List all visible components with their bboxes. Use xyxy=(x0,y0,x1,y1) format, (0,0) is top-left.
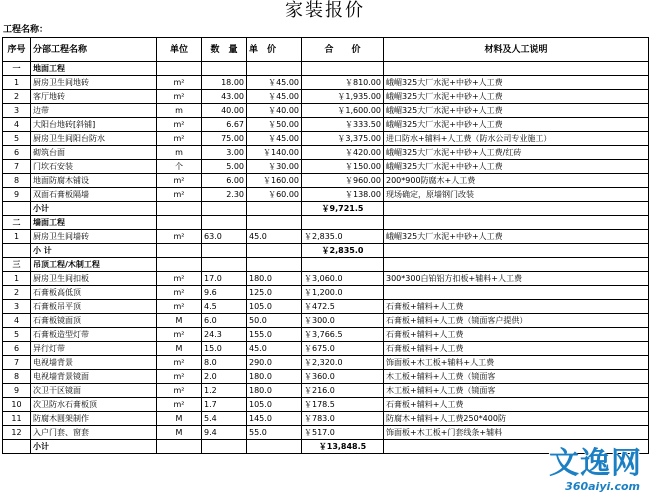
item-total: ￥2,320.0 xyxy=(302,356,384,370)
table-row xyxy=(3,356,649,370)
item-quantity: 5.00 xyxy=(202,160,247,174)
item-price: 45.0 xyxy=(247,230,302,244)
item-name: 石膏板吊平顶 xyxy=(31,300,157,314)
item-note: 石膏板+辅料+人工费 xyxy=(384,398,649,412)
subtotal-label: 小 计 xyxy=(31,244,157,258)
empty-cell xyxy=(3,202,31,216)
empty-cell xyxy=(157,244,202,258)
table-row xyxy=(3,188,649,202)
item-number: 6 xyxy=(3,146,31,160)
item-unit: m² xyxy=(157,272,202,286)
item-total: ￥3,766.5 xyxy=(302,328,384,342)
logo-url: 360aiyi.com xyxy=(565,480,640,493)
item-price: ￥40.00 xyxy=(247,104,302,118)
item-note: 石膏板+辅料+人工费 xyxy=(384,342,649,356)
table-row xyxy=(3,146,649,160)
empty-cell xyxy=(157,62,202,76)
project-name-label: 工程名称： xyxy=(3,25,49,35)
table-row xyxy=(3,230,649,244)
item-unit: M xyxy=(157,426,202,440)
item-unit: m² xyxy=(157,230,202,244)
table-row xyxy=(3,384,649,398)
item-number: 8 xyxy=(3,174,31,188)
item-price: 50.0 xyxy=(247,314,302,328)
item-note: 石膏板+辅料+人工费 xyxy=(384,300,649,314)
section-row xyxy=(3,216,649,230)
item-note: 现场确定，原墙钢门改装 xyxy=(384,188,649,202)
subtotal-label: 小计 xyxy=(31,202,157,216)
item-number: 3 xyxy=(3,300,31,314)
item-total: ￥472.5 xyxy=(302,300,384,314)
item-number: 1 xyxy=(3,230,31,244)
subtotal-row xyxy=(3,244,649,258)
table-row xyxy=(3,90,649,104)
table-row xyxy=(3,118,649,132)
header-row xyxy=(3,38,649,62)
empty-cell xyxy=(3,244,31,258)
table-row xyxy=(3,160,649,174)
item-price: ￥30.00 xyxy=(247,160,302,174)
empty-cell xyxy=(202,244,247,258)
item-name: 厨房卫生间阳台防水 xyxy=(31,132,157,146)
item-price: 180.0 xyxy=(247,384,302,398)
section-number: 一 xyxy=(3,62,31,76)
table-row xyxy=(3,314,649,328)
item-total: ￥1,935.00 xyxy=(302,90,384,104)
table-row xyxy=(3,104,649,118)
item-unit: m² xyxy=(157,286,202,300)
item-quantity: 3.00 xyxy=(202,146,247,160)
item-quantity: 2.0 xyxy=(202,370,247,384)
item-unit: m² xyxy=(157,90,202,104)
empty-cell xyxy=(157,258,202,272)
item-unit: M xyxy=(157,314,202,328)
logo-text: 文逸网 xyxy=(549,446,642,481)
empty-cell xyxy=(157,440,202,454)
item-total: ￥2,835.0 xyxy=(302,230,384,244)
item-note: 峨嵋325大厂水泥+中砂+人工费 xyxy=(384,118,649,132)
item-quantity: 18.00 xyxy=(202,76,247,90)
empty-cell xyxy=(384,62,649,76)
item-price: 105.0 xyxy=(247,300,302,314)
item-total: ￥960.00 xyxy=(302,174,384,188)
empty-cell xyxy=(202,258,247,272)
item-total: ￥810.00 xyxy=(302,76,384,90)
item-unit: m² xyxy=(157,76,202,90)
item-note: 石膏板+辅料+人工费（镜面客户提供） xyxy=(384,314,649,328)
item-price: 180.0 xyxy=(247,370,302,384)
item-name: 砌筑台面 xyxy=(31,146,157,160)
item-name: 厨房卫生间地砖 xyxy=(31,76,157,90)
item-total: ￥150.00 xyxy=(302,160,384,174)
item-unit: m xyxy=(157,104,202,118)
header-cell: 分部工程名称 xyxy=(31,38,157,62)
item-note: 峨嵋325大厂水泥+中砂+人工费/红砖 xyxy=(384,146,649,160)
item-quantity: 5.4 xyxy=(202,412,247,426)
empty-cell xyxy=(247,258,302,272)
item-number: 5 xyxy=(3,132,31,146)
empty-cell xyxy=(384,202,649,216)
item-price: ￥160.00 xyxy=(247,174,302,188)
item-note: 峨嵋325大厂水泥+中砂+人工费 xyxy=(384,230,649,244)
item-quantity: 1.2 xyxy=(202,384,247,398)
item-name: 石膏板造型灯带 xyxy=(31,328,157,342)
item-price: 55.0 xyxy=(247,426,302,440)
section-number: 二 xyxy=(3,216,31,230)
table-row xyxy=(3,174,649,188)
item-name: 大阳台地砖[斜铺] xyxy=(31,118,157,132)
item-total: ￥3,375.00 xyxy=(302,132,384,146)
item-total: ￥517.0 xyxy=(302,426,384,440)
header-cell: 单位 xyxy=(157,38,202,62)
item-name: 厨房卫生间墙砖 xyxy=(31,230,157,244)
item-quantity: 17.0 xyxy=(202,272,247,286)
empty-cell xyxy=(202,440,247,454)
subtotal-value: ￥13,848.5 xyxy=(302,440,384,454)
item-unit: m² xyxy=(157,370,202,384)
item-quantity: 1.7 xyxy=(202,398,247,412)
table-row xyxy=(3,76,649,90)
empty-cell xyxy=(384,244,649,258)
item-price: ￥50.00 xyxy=(247,118,302,132)
table-row xyxy=(3,426,649,440)
item-name: 电视墙背景 xyxy=(31,356,157,370)
item-number: 12 xyxy=(3,426,31,440)
item-unit: m² xyxy=(157,132,202,146)
item-note: 300*300白铂铝方扣板+辅料+人工费 xyxy=(384,272,649,286)
item-total: ￥216.0 xyxy=(302,384,384,398)
table-row xyxy=(3,342,649,356)
item-quantity: 43.00 xyxy=(202,90,247,104)
item-quantity: 75.00 xyxy=(202,132,247,146)
subtotal-value: ￥2,835.0 xyxy=(302,244,384,258)
item-price: ￥45.00 xyxy=(247,76,302,90)
item-total: ￥675.0 xyxy=(302,342,384,356)
table-row xyxy=(3,370,649,384)
header-cell: 数 量 xyxy=(202,38,247,62)
subtotal-row xyxy=(3,202,649,216)
item-unit: m² xyxy=(157,398,202,412)
item-price: 290.0 xyxy=(247,356,302,370)
item-total: ￥1,200.0 xyxy=(302,286,384,300)
item-name: 厨房卫生间扣板 xyxy=(31,272,157,286)
item-name: 石膏板镜面顶 xyxy=(31,314,157,328)
item-quantity: 6.00 xyxy=(202,174,247,188)
item-unit: m xyxy=(157,146,202,160)
item-note: 峨嵋325大厂水泥+中砂+人工费 xyxy=(384,90,649,104)
item-number: 11 xyxy=(3,412,31,426)
empty-cell xyxy=(302,258,384,272)
empty-cell xyxy=(302,62,384,76)
item-name: 双面石膏板隔墙 xyxy=(31,188,157,202)
table-row xyxy=(3,300,649,314)
item-quantity: 2.30 xyxy=(202,188,247,202)
item-quantity: 9.6 xyxy=(202,286,247,300)
empty-cell xyxy=(157,216,202,230)
empty-cell xyxy=(202,216,247,230)
item-number: 10 xyxy=(3,398,31,412)
item-number: 7 xyxy=(3,356,31,370)
item-quantity: 24.3 xyxy=(202,328,247,342)
item-total: ￥178.5 xyxy=(302,398,384,412)
item-note: 木工板+辅料+人工费（镜面客 xyxy=(384,370,649,384)
item-unit: m² xyxy=(157,356,202,370)
empty-cell xyxy=(247,202,302,216)
watermark-logo xyxy=(492,447,644,495)
empty-cell xyxy=(202,202,247,216)
section-row xyxy=(3,62,649,76)
empty-cell xyxy=(247,440,302,454)
item-name: 防腐木圆架制作 xyxy=(31,412,157,426)
header-cell: 合 价 xyxy=(302,38,384,62)
item-total: ￥783.0 xyxy=(302,412,384,426)
item-quantity: 9.4 xyxy=(202,426,247,440)
item-number: 9 xyxy=(3,384,31,398)
item-note xyxy=(384,286,649,300)
item-name: 石膏板高低顶 xyxy=(31,286,157,300)
item-name: 次卫干区镜面 xyxy=(31,384,157,398)
item-name: 边带 xyxy=(31,104,157,118)
empty-cell xyxy=(247,216,302,230)
subtotal-label: 小计 xyxy=(31,440,157,454)
subtotal-value: ￥9,721.5 xyxy=(302,202,384,216)
section-row xyxy=(3,258,649,272)
item-unit: M xyxy=(157,342,202,356)
item-name: 次卫防水石膏板顶 xyxy=(31,398,157,412)
table-row xyxy=(3,398,649,412)
item-name: 电视墙背景镜面 xyxy=(31,370,157,384)
empty-cell xyxy=(384,216,649,230)
item-quantity: 6.67 xyxy=(202,118,247,132)
item-note: 饰面板+木工板+门套线条+辅料 xyxy=(384,426,649,440)
item-quantity: 4.5 xyxy=(202,300,247,314)
item-price: ￥45.00 xyxy=(247,132,302,146)
table-row xyxy=(3,412,649,426)
quote-table xyxy=(2,37,649,454)
item-note: 石膏板+辅料+人工费 xyxy=(384,328,649,342)
item-note: 200*900防腐木+人工费 xyxy=(384,174,649,188)
empty-cell xyxy=(247,62,302,76)
item-price: ￥45.00 xyxy=(247,90,302,104)
item-number: 9 xyxy=(3,188,31,202)
item-total: ￥420.00 xyxy=(302,146,384,160)
item-name: 入户门套、窗套 xyxy=(31,426,157,440)
section-number: 三 xyxy=(3,258,31,272)
item-total: ￥138.00 xyxy=(302,188,384,202)
item-note: 峨嵋325大厂水泥+中砂+人工费 xyxy=(384,76,649,90)
item-price: 105.0 xyxy=(247,398,302,412)
item-quantity: 63.0 xyxy=(202,230,247,244)
item-name: 门坎石安装 xyxy=(31,160,157,174)
item-unit: m² xyxy=(157,384,202,398)
item-number: 3 xyxy=(3,104,31,118)
table-row xyxy=(3,272,649,286)
item-number: 4 xyxy=(3,314,31,328)
header-cell: 材料及人工说明 xyxy=(384,38,649,62)
section-name: 墙面工程 xyxy=(31,216,157,230)
item-note: 进口防水+辅料+人工费（防水公司专业施工） xyxy=(384,132,649,146)
item-price: 180.0 xyxy=(247,272,302,286)
item-note: 木工板+辅料+人工费（镜面客 xyxy=(384,384,649,398)
empty-cell xyxy=(157,202,202,216)
item-number: 2 xyxy=(3,286,31,300)
item-number: 4 xyxy=(3,118,31,132)
item-number: 5 xyxy=(3,328,31,342)
item-note: 饰面板+木工板+辅料+人工费 xyxy=(384,356,649,370)
section-name: 地面工程 xyxy=(31,62,157,76)
item-price: ￥140.00 xyxy=(247,146,302,160)
item-quantity: 15.0 xyxy=(202,342,247,356)
item-price: 155.0 xyxy=(247,328,302,342)
item-number: 8 xyxy=(3,370,31,384)
header-cell: 单 价 xyxy=(247,38,302,62)
table-row xyxy=(3,132,649,146)
empty-cell xyxy=(247,244,302,258)
item-number: 6 xyxy=(3,342,31,356)
item-name: 地面防腐木铺设 xyxy=(31,174,157,188)
empty-cell xyxy=(3,440,31,454)
item-unit: m² xyxy=(157,328,202,342)
table-row xyxy=(3,328,649,342)
item-price: 125.0 xyxy=(247,286,302,300)
item-unit: m² xyxy=(157,174,202,188)
item-total: ￥1,600.00 xyxy=(302,104,384,118)
item-unit: m² xyxy=(157,188,202,202)
item-total: ￥360.0 xyxy=(302,370,384,384)
item-number: 7 xyxy=(3,160,31,174)
item-total: ￥333.50 xyxy=(302,118,384,132)
item-number: 1 xyxy=(3,76,31,90)
page-title: 家装报价 xyxy=(285,0,365,21)
item-price: 145.0 xyxy=(247,412,302,426)
item-name: 异行灯带 xyxy=(31,342,157,356)
item-quantity: 40.00 xyxy=(202,104,247,118)
section-name: 吊顶工程/木制工程 xyxy=(31,258,157,272)
item-unit: M xyxy=(157,412,202,426)
item-quantity: 8.0 xyxy=(202,356,247,370)
item-number: 1 xyxy=(3,272,31,286)
item-note: 防腐木+辅料+人工费250*400防 xyxy=(384,412,649,426)
item-price: ￥60.00 xyxy=(247,188,302,202)
item-quantity: 6.0 xyxy=(202,314,247,328)
item-note: 峨嵋325大厂水泥+中砂+人工费 xyxy=(384,160,649,174)
item-total: ￥300.0 xyxy=(302,314,384,328)
empty-cell xyxy=(202,62,247,76)
item-note: 峨嵋325大厂水泥+中砂+人工费 xyxy=(384,104,649,118)
item-number: 2 xyxy=(3,90,31,104)
empty-cell xyxy=(384,258,649,272)
header-cell: 序号 xyxy=(3,38,31,62)
item-name: 客厅地砖 xyxy=(31,90,157,104)
item-unit: m² xyxy=(157,118,202,132)
item-unit: 个 xyxy=(157,160,202,174)
empty-cell xyxy=(302,216,384,230)
item-price: 45.0 xyxy=(247,342,302,356)
table-row xyxy=(3,286,649,300)
item-unit: m² xyxy=(157,300,202,314)
item-total: ￥3,060.0 xyxy=(302,272,384,286)
